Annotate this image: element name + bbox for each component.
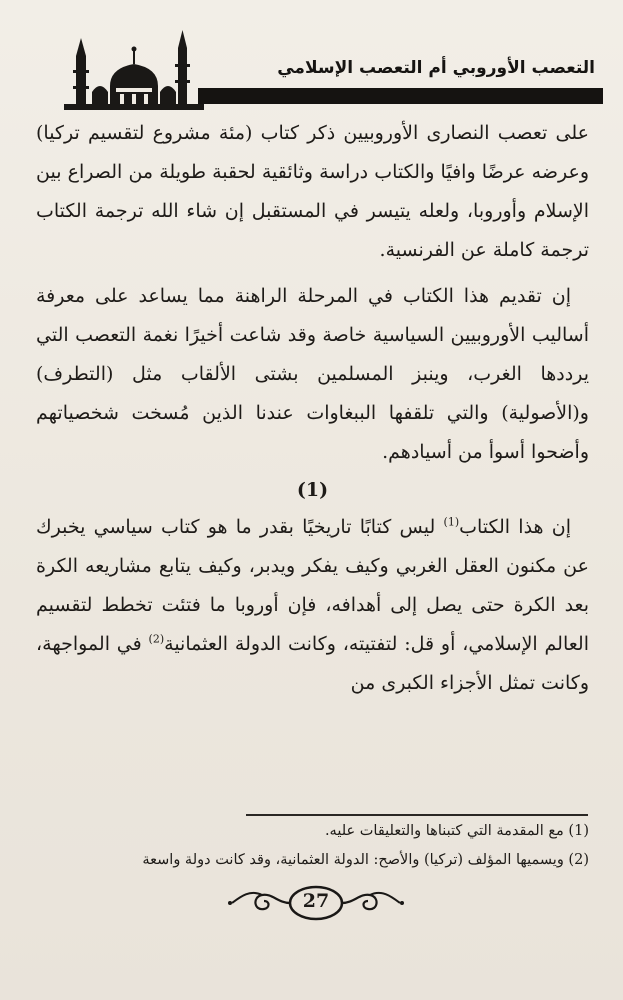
section-number: (1)	[296, 479, 329, 501]
page-header	[58, 30, 603, 114]
paragraph-text: في المواجهة، وكانت تمثل الأجزاء الكبرى من	[36, 633, 589, 694]
paragraph-text: ليس كتابًا تاريخيًا بقدر ما هو كتاب سياسي يخبرك عن مكنون العقل الغربي وكيف يفكر ويدبر، وكيف يتابع مشاريعه الكرة بعد الكرة حتى يصل إلى أهدافه، فإن أوروبا ما فتئت تخطط لتقسيم العالم الإسلامي، أو قل: لتفتيته، وكانت الدولة العثمانية	[36, 516, 589, 655]
footnotes	[36, 818, 589, 873]
header-rule	[198, 88, 603, 104]
body-paragraph	[36, 508, 589, 703]
page-number-ornament	[226, 883, 406, 923]
footnote: (1) مع المقدمة التي كتبناها والتعليقات عليه.	[324, 823, 589, 839]
footnote: (2) ويسميها المؤلف (تركيا) والأصح: الدولة العثمانية، وقد كانت دولة واسعة	[142, 852, 589, 868]
body-paragraph: إن تقديم هذا الكتاب في المرحلة الراهنة مما يساعد على معرفة أساليب الأوروبيين السياسية خاصة وقد شاعت أخيرًا نغمة التعصب التي يرددها الغرب، وينبز المسلمين بشتى الألقاب مثل (التطرف) و(الأصولية) والتي تلقفها الببغاوات عندنا الذين مُسخت شخصياتهم وأضحوا أسوأ من أسيادهم.	[36, 285, 589, 463]
page-number: 27	[302, 890, 330, 912]
footnote-reference[interactable]: (2)	[148, 632, 165, 646]
page-body	[36, 114, 589, 703]
running-title: التعصب الأوروبي أم التعصب الإسلامي	[277, 58, 595, 78]
footnote-reference[interactable]: (1)	[443, 515, 460, 529]
paragraph-text: إن هذا الكتاب	[459, 516, 571, 538]
mosque-skyline-icon	[58, 30, 208, 114]
body-paragraph: على تعصب النصارى الأوروبيين ذكر كتاب (مئة مشروع لتقسيم تركيا) وعرضه عرضًا وافيًا والكتاب دراسة وثائقية لحقبة طويلة من الصراع بين الإسلام وأوروبا، ولعله يتيسر في المستقبل إن شاء الله ترجمة الكتاب ترجمة كاملة عن الفرنسية.	[36, 122, 589, 261]
footnote-separator	[246, 814, 588, 816]
